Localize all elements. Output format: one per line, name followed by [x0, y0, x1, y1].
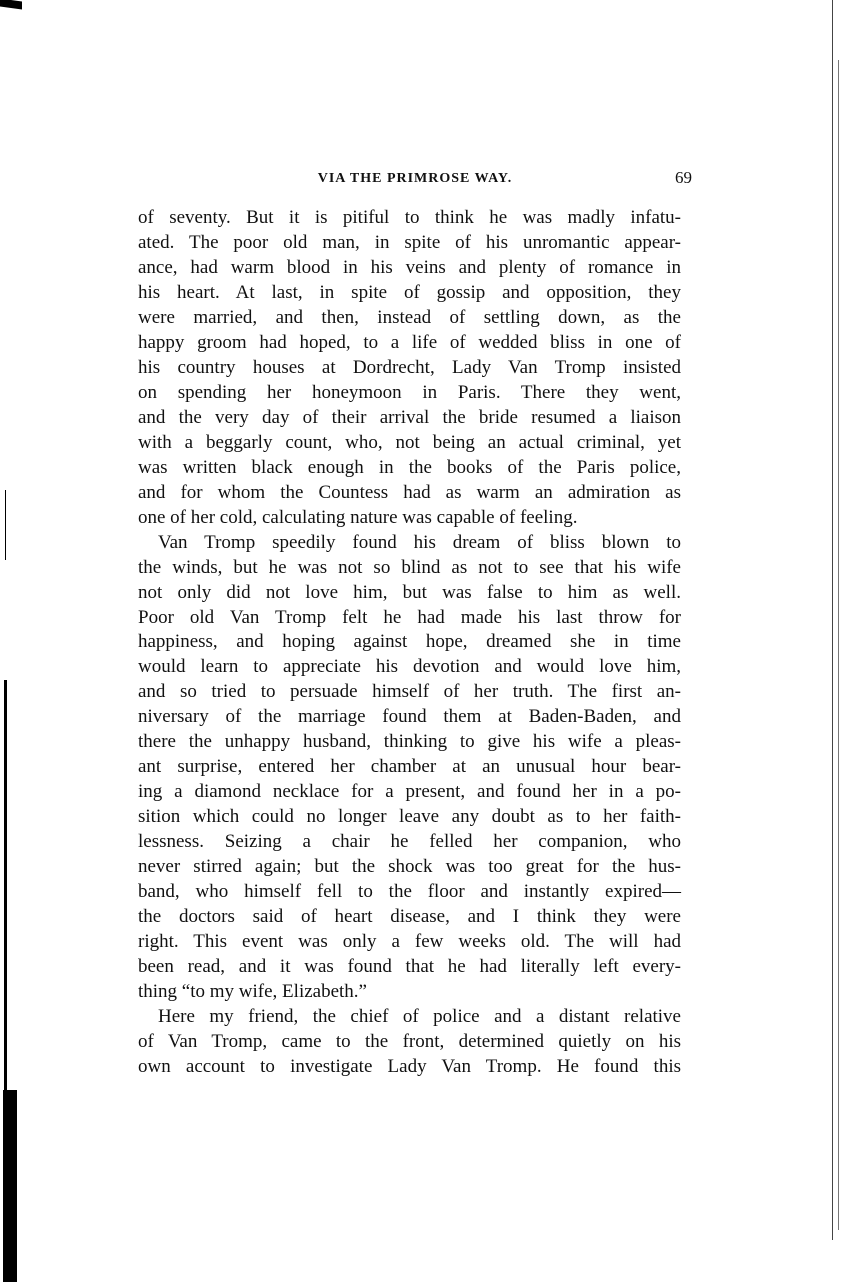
scan-edge-left-bottom	[3, 1090, 17, 1282]
text-line: thing “to my wife, Elizabeth.”	[138, 981, 367, 1003]
scan-edge-right	[832, 0, 833, 1240]
text-line: right. This event was only a few weeks old. The will had	[138, 931, 681, 953]
body-text	[138, 205, 681, 1079]
text-line: his country houses at Dordrecht, Lady Van Tromp insisted	[138, 356, 681, 378]
running-title: VIA THE PRIMROSE WAY.	[317, 171, 513, 186]
text-line: the doctors said of heart disease, and I think they were	[138, 906, 681, 928]
running-header	[138, 168, 692, 192]
text-line: ant surprise, entered her chamber at an unusual hour bear-	[138, 756, 681, 778]
text-line: would learn to appreciate his devotion and would love him,	[138, 656, 681, 678]
text-line: ance, had warm blood in his veins and plenty of romance in	[138, 256, 681, 278]
text-line: his heart. At last, in spite of gossip and opposition, they	[138, 281, 681, 303]
text-line: happy groom had hoped, to a life of wedded bliss in one of	[138, 331, 681, 353]
text-line: own account to investigate Lady Van Tromp. He found this	[138, 1055, 681, 1077]
text-line: of seventy. But it is pitiful to think he was madly infatu-	[138, 207, 681, 228]
text-line: sition which could no longer leave any doubt as to her faith-	[138, 806, 681, 828]
text-line: band, who himself fell to the floor and instantly expired—	[138, 881, 681, 903]
text-line: on spending her honeymoon in Paris. There they went,	[138, 381, 681, 403]
text-line: of Van Tromp, came to the front, determined quietly on his	[138, 1030, 681, 1052]
text-line: and so tried to persuade himself of her truth. The first an-	[138, 681, 681, 703]
text-line: been read, and it was found that he had literally left every-	[138, 956, 681, 978]
text-line: one of her cold, calculating nature was capable of feeling.	[138, 506, 578, 528]
page-number: 69	[675, 168, 692, 187]
text-line: the winds, but he was not so blind as not to see that his wife	[138, 556, 681, 578]
text-line: ing a diamond necklace for a present, and found her in a po-	[138, 781, 681, 803]
text-line: was written black enough in the books of the Paris police,	[138, 456, 681, 478]
text-line: Poor old Van Tromp felt he had made his last throw for	[138, 606, 681, 628]
text-line: ated. The poor old man, in spite of his unromantic appear-	[138, 231, 681, 253]
text-line: Here my friend, the chief of police and a distant relative	[158, 1006, 681, 1027]
text-line: were married, and then, instead of settling down, as the	[138, 306, 681, 328]
text-line: not only did not love him, but was false to him as well.	[138, 581, 681, 603]
scan-edge-right-2	[838, 60, 839, 1230]
text-line: with a beggarly count, who, not being an actual criminal, yet	[138, 431, 681, 453]
scan-edge-left-thin	[5, 490, 6, 560]
text-line: niversary of the marriage found them at Baden-Baden, and	[138, 706, 681, 728]
text-line: and the very day of their arrival the bride resumed a liaison	[138, 406, 681, 428]
text-line: Van Tromp speedily found his dream of bliss blown to	[158, 531, 681, 553]
text-line: happiness, and hoping against hope, dreamed she in time	[138, 631, 681, 653]
scan-edge-top-left	[0, 0, 22, 10]
text-line: never stirred again; but the shock was too great for the hus-	[138, 856, 681, 878]
scan-edge-left-bar	[4, 680, 7, 1130]
text-line: there the unhappy husband, thinking to give his wife a pleas-	[138, 731, 681, 753]
text-line: and for whom the Countess had as warm an admiration as	[138, 481, 681, 503]
text-line: lessness. Seizing a chair he felled her companion, who	[138, 831, 681, 853]
